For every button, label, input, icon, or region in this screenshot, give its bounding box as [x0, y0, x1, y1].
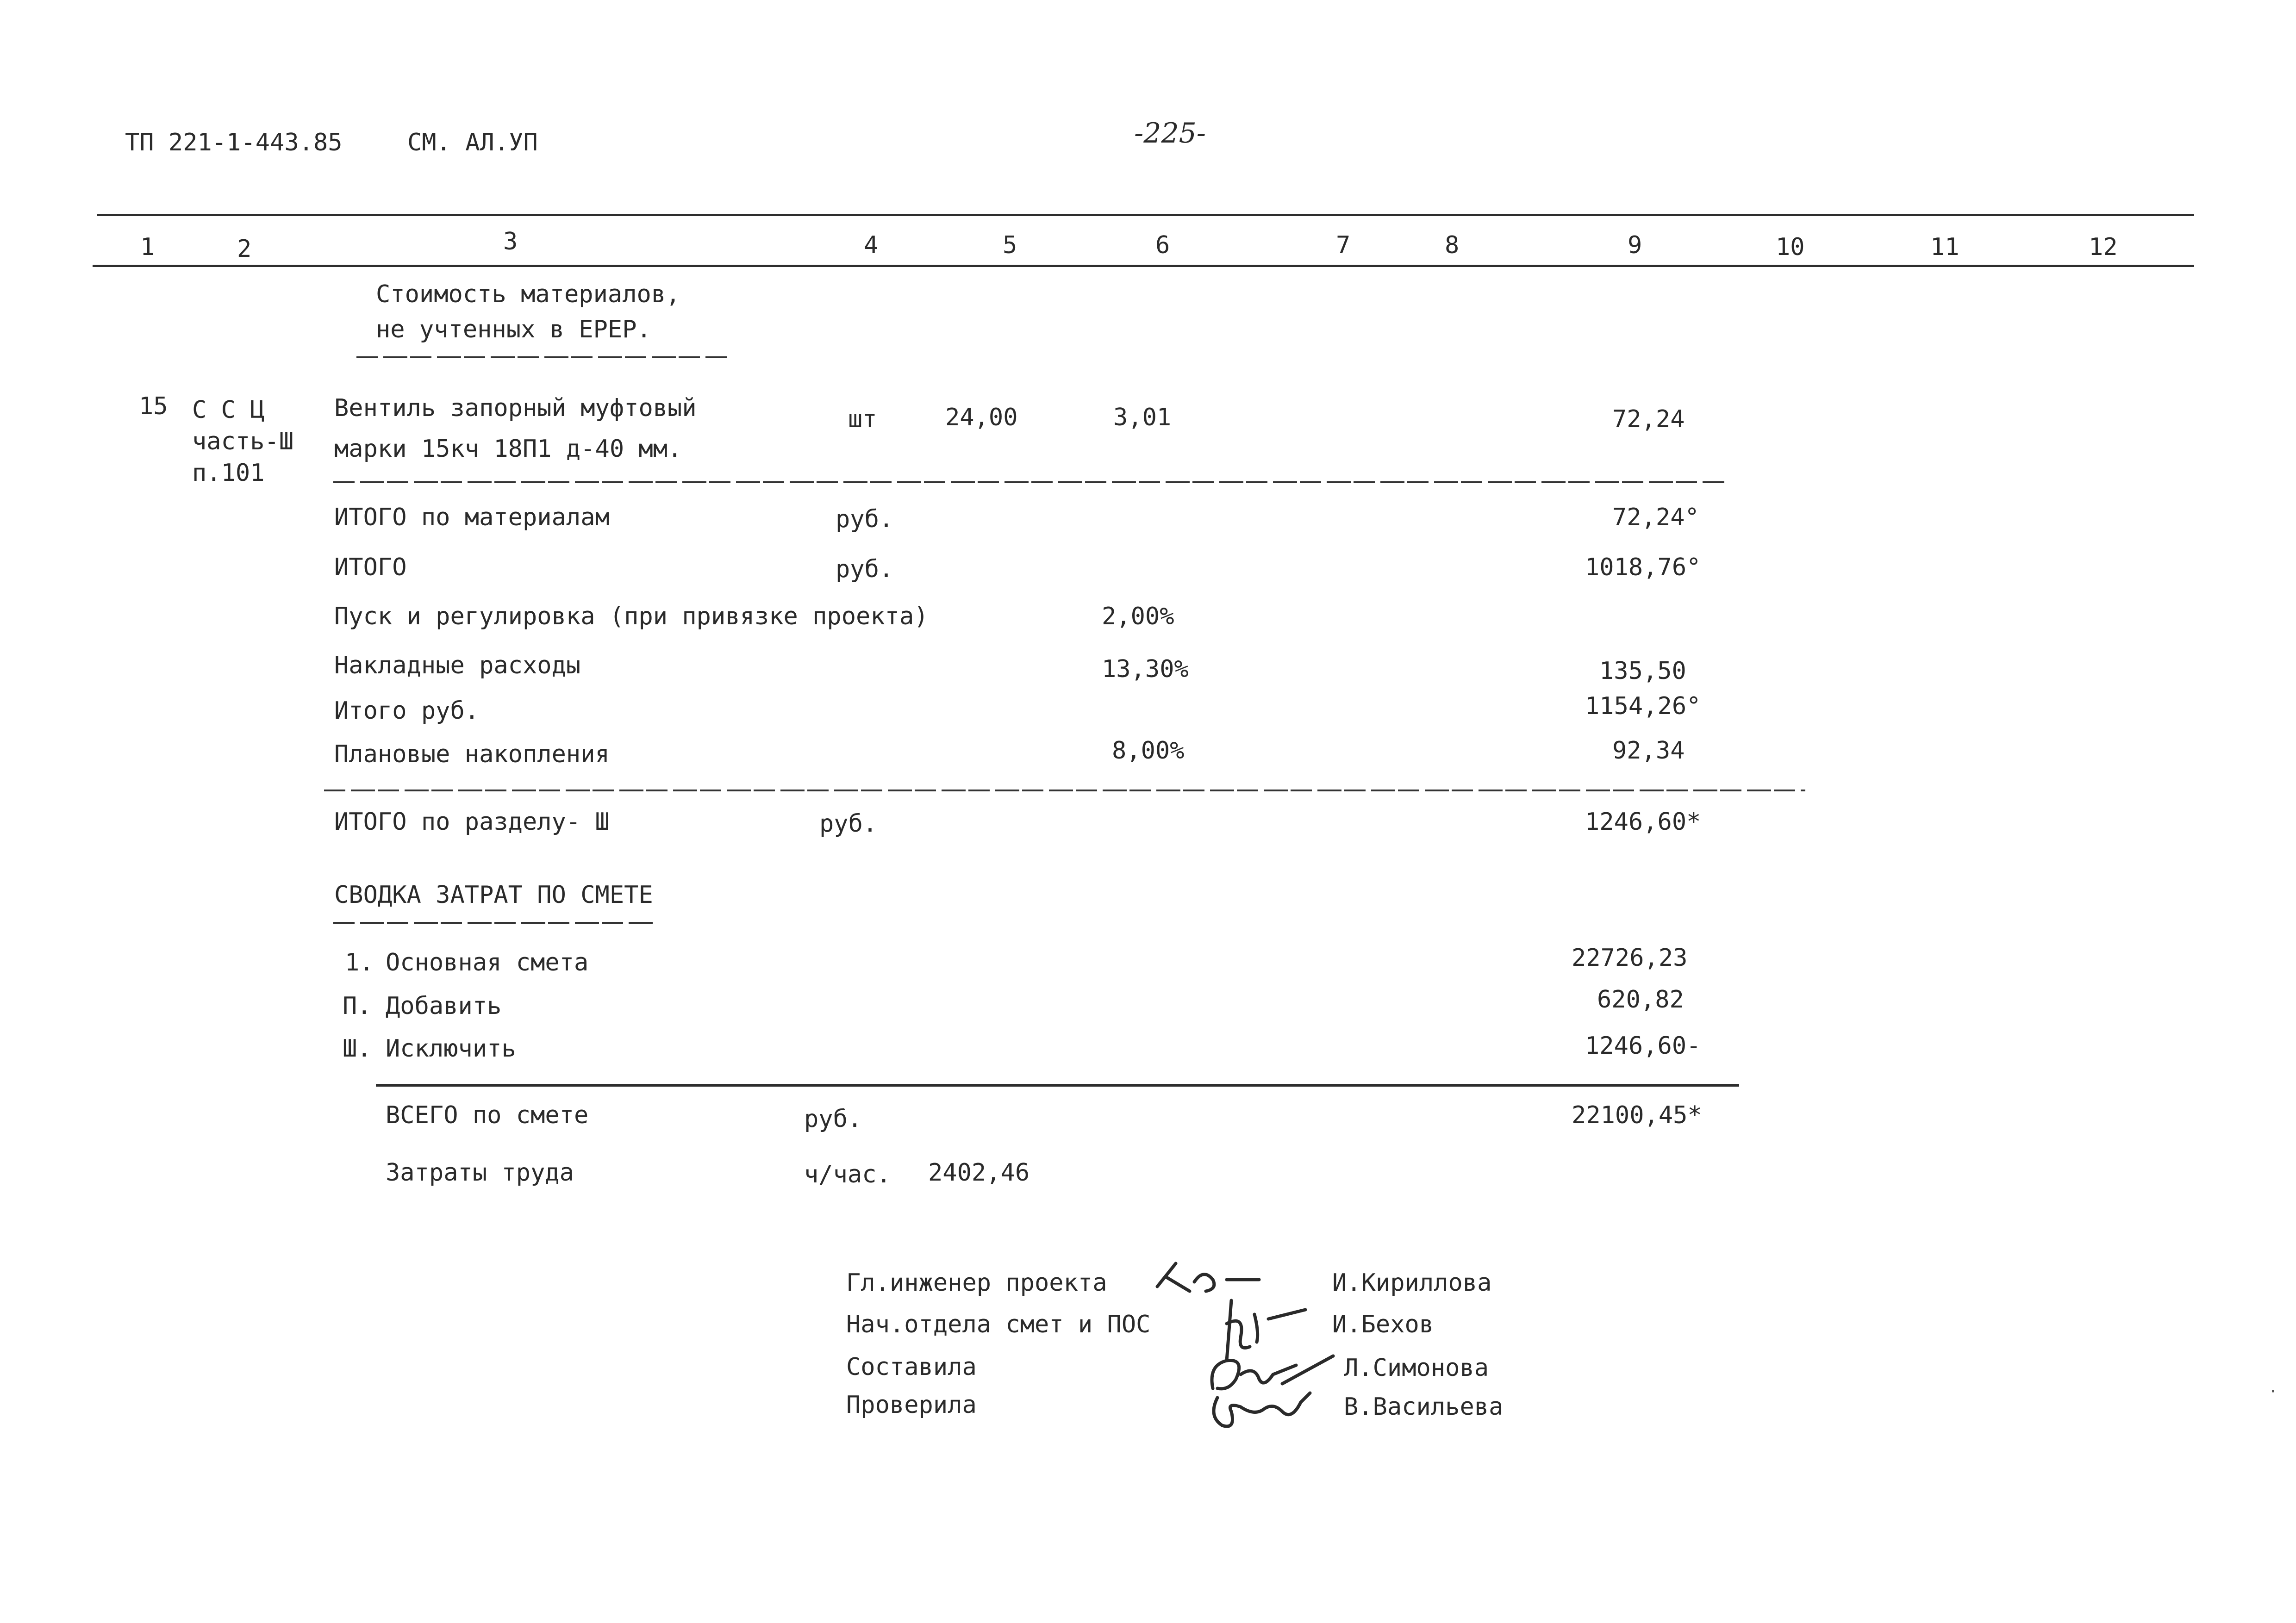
header-top-rule [97, 214, 2194, 216]
column-number: 10 [1776, 233, 1805, 261]
svodka-row-value: 22726,23 [1572, 944, 1688, 972]
column-number: 7 [1336, 231, 1351, 259]
labor-label: Затраты труда [386, 1159, 574, 1187]
signature-name: Л.Симонова [1344, 1354, 1489, 1382]
svodka-title-underline [333, 922, 654, 924]
materials-heading-underline [356, 356, 727, 358]
svodka-row-label: Основная смета [386, 949, 589, 976]
svodka-row-value: 620,82 [1597, 986, 1684, 1014]
summary-label: Пуск и регулировка (при привязке проекта) [334, 603, 929, 630]
labor-unit: ч/час. [804, 1161, 891, 1188]
grand-total-unit: руб. [804, 1105, 862, 1133]
svodka-row-number: 1. [345, 949, 374, 976]
page-number: -225- [1134, 117, 1206, 149]
summary-label: ИТОГО по материалам [334, 504, 610, 531]
signature-mark-kirillova [1148, 1254, 1268, 1300]
svodka-row-number: Ш. [343, 1035, 372, 1063]
column-number: 9 [1628, 231, 1642, 259]
album-reference: СМ. АЛ.УП [407, 129, 538, 156]
summary-value: 92,34 [1612, 737, 1685, 765]
signature-mark-vasilieva [1204, 1384, 1324, 1435]
signature-role: Составила [846, 1353, 977, 1381]
header-bottom-rule [93, 265, 2194, 267]
signature-name: И.Бехов [1332, 1311, 1434, 1338]
column-number: 1 [140, 233, 155, 261]
signature-name: В.Васильева [1344, 1393, 1504, 1421]
grand-total-value: 22100,45* [1572, 1101, 1702, 1129]
document-code: ТП 221-1-443.85 [125, 129, 343, 156]
item-ref-line2: часть-Ш [192, 428, 294, 455]
column-number: 11 [1930, 233, 1959, 261]
labor-value: 2402,46 [928, 1159, 1030, 1187]
item-number: 15 [139, 392, 168, 420]
svodka-row-value: 1246,60- [1585, 1032, 1701, 1060]
summary-value: 72,24° [1612, 504, 1699, 531]
summary-unit: руб. [836, 505, 894, 533]
grand-total-rule [376, 1084, 1739, 1087]
grand-total-label: ВСЕГО по смете [386, 1101, 589, 1129]
svodka-row-label: Добавить [386, 992, 502, 1020]
summary-label: Итого руб. [334, 697, 480, 725]
margin-mark: · [2268, 1382, 2278, 1401]
item-ref-line3: п.101 [192, 459, 265, 487]
summary-unit: руб. [836, 555, 894, 583]
summary-label: Накладные расходы [334, 652, 581, 679]
item-name-line1: Вентиль запорный муфтовый [334, 394, 697, 422]
item-unit-price: 3,01 [1113, 404, 1172, 431]
signature-role: Нач.отдела смет и ПОС [846, 1311, 1151, 1338]
section-total-value: 1246,60* [1585, 808, 1701, 836]
svodka-title: СВОДКА ЗАТРАТ ПО СМЕТЕ [334, 881, 653, 909]
summary-label: Плановые накопления [334, 740, 610, 768]
item-total: 72,24 [1612, 405, 1685, 433]
summary-value: 1018,76° [1585, 553, 1701, 581]
column-number: 2 [237, 235, 252, 263]
signature-role: Проверила [846, 1391, 977, 1419]
summary-value: 135,50 [1599, 657, 1686, 685]
summary-rate: 13,30% [1102, 655, 1189, 683]
svodka-row-number: П. [343, 992, 372, 1020]
summary-label: ИТОГО [334, 553, 407, 581]
column-number: 3 [503, 228, 518, 255]
column-number: 8 [1445, 231, 1460, 259]
item-quantity: 24,00 [945, 404, 1018, 431]
summary-rate: 2,00% [1102, 603, 1174, 630]
column-number: 6 [1155, 231, 1170, 259]
signature-name: И.Кириллова [1332, 1269, 1492, 1297]
column-number: 5 [1003, 231, 1017, 259]
svodka-row-label: Исключить [386, 1035, 516, 1063]
item-separator [333, 481, 1724, 483]
item-name-line2: марки 15кч 18П1 д-40 мм. [334, 435, 682, 463]
materials-heading-line2: не учтенных в ЕРЕР. [376, 316, 651, 343]
materials-heading-line1: Стоимость материалов, [376, 280, 680, 308]
section-separator [324, 790, 1805, 791]
item-ref-line1: С С Ц [192, 396, 265, 424]
signature-role: Гл.инженер проекта [846, 1269, 1107, 1297]
column-number: 12 [2089, 233, 2118, 261]
summary-value: 1154,26° [1585, 692, 1701, 720]
item-unit: шт [848, 405, 877, 433]
section-total-label: ИТОГО по разделу- Ш [334, 808, 610, 836]
section-total-unit: руб. [819, 810, 878, 838]
summary-rate: 8,00% [1112, 737, 1185, 765]
column-number: 4 [864, 231, 879, 259]
